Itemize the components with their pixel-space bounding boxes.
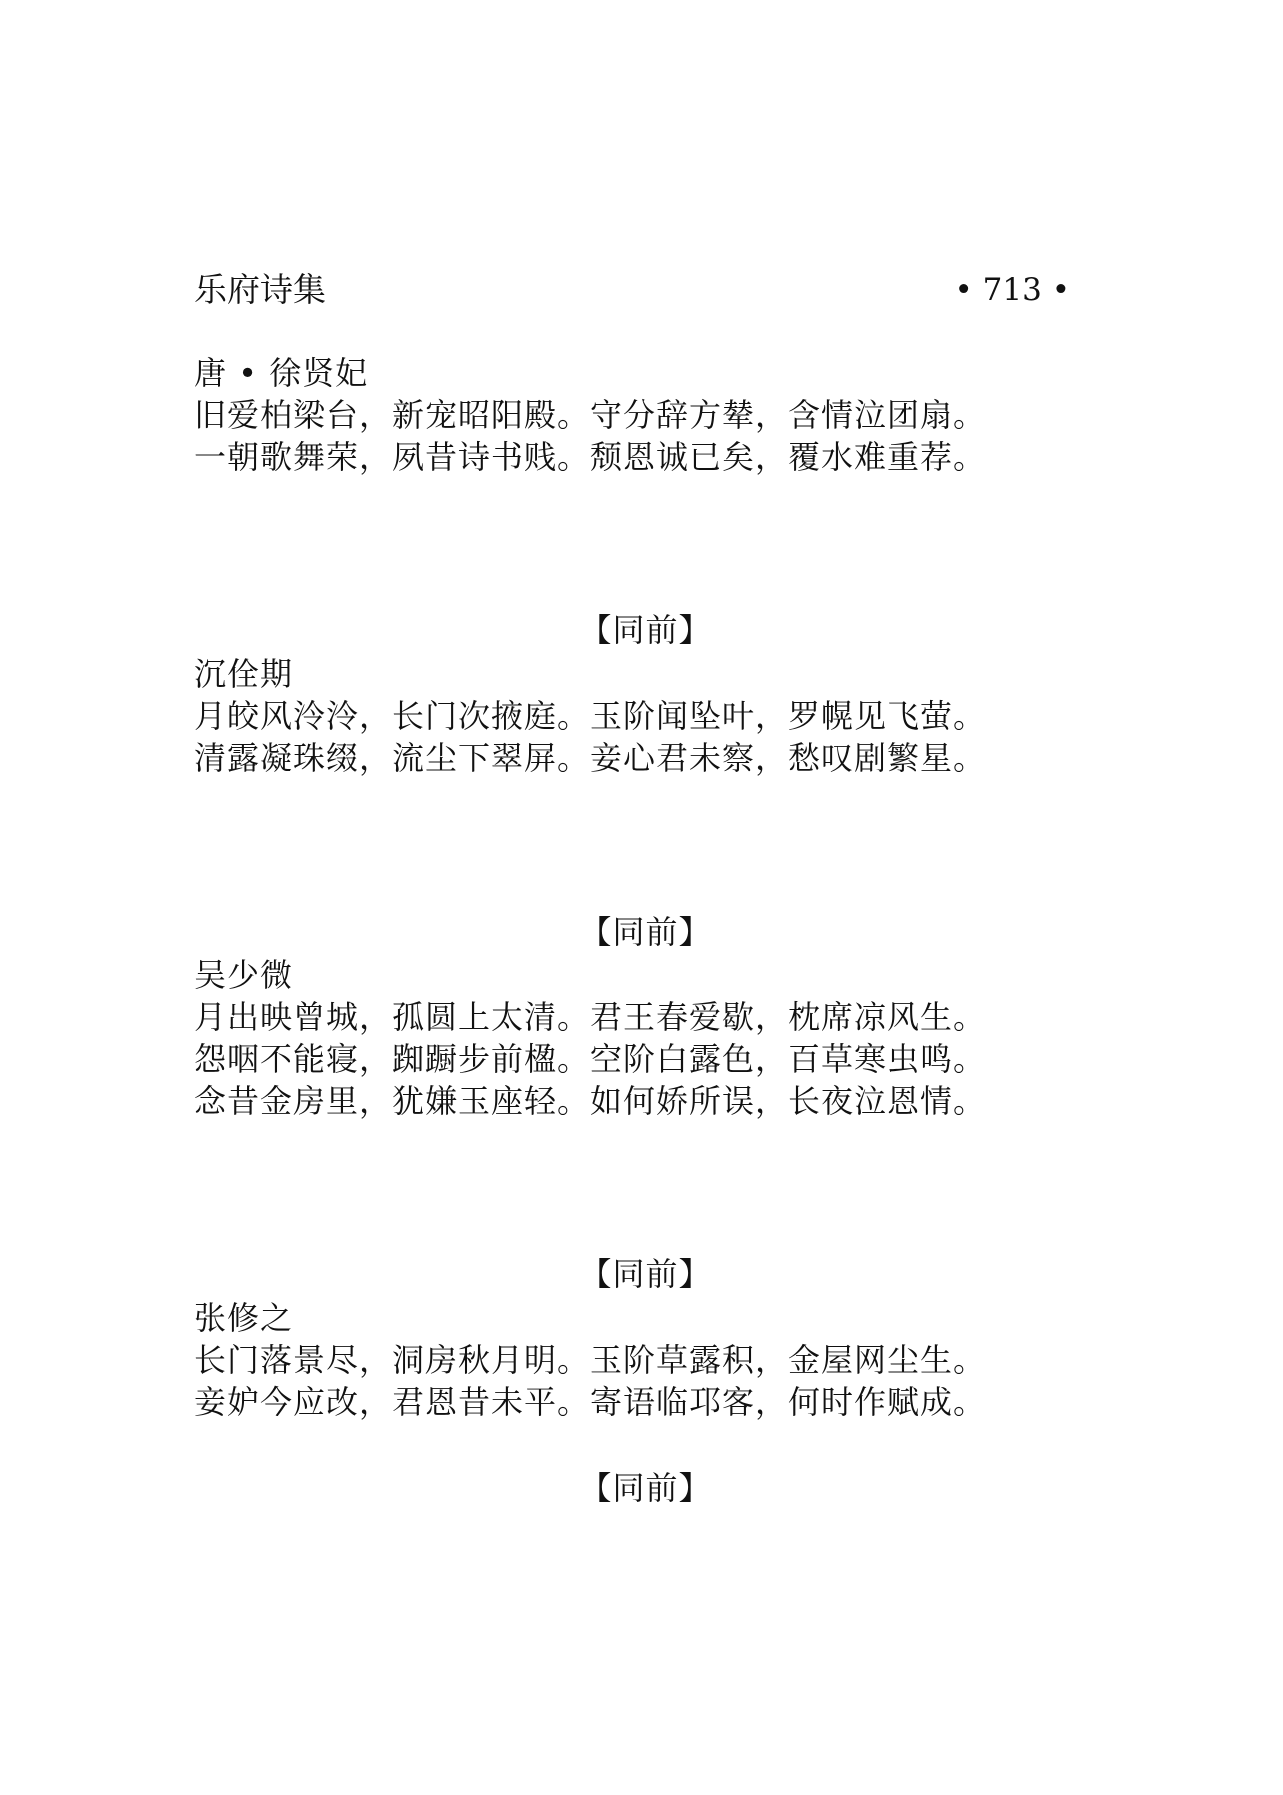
section-heading: 【同前】 <box>579 913 712 951</box>
poem-line: 清露凝珠缀，流尘下翠屏。妾心君未察，愁叹剧繁星。 <box>194 739 987 777</box>
poem-section-xu-xianfei <box>194 352 1094 478</box>
poem-line: 月皎风泠泠，长门次掖庭。玉阶闻坠叶，罗幌见飞萤。 <box>194 697 987 735</box>
poem-line: 妾妒今应改，君恩昔未平。寄语临邛客，何时作赋成。 <box>194 1383 987 1421</box>
poem-author: 沉佺期 <box>194 655 294 693</box>
poem-line: 念昔金房里，犹嫌玉座轻。如何娇所误，长夜泣恩情。 <box>194 1082 987 1120</box>
poem-author: 张修之 <box>194 1299 294 1337</box>
poem-author: 吴少微 <box>194 956 294 994</box>
section-heading: 【同前】 <box>579 1469 712 1507</box>
poem-section-shen-quanqi <box>194 653 1094 779</box>
poem-line: 怨咽不能寝，踟蹰步前楹。空阶白露色，百草寒虫鸣。 <box>194 1040 987 1078</box>
section-heading: 【同前】 <box>579 1255 712 1293</box>
page-number: • 713 • <box>954 272 1070 308</box>
poem-line: 长门落景尽，洞房秋月明。玉阶草露积，金屋网尘生。 <box>194 1341 987 1379</box>
section-heading: 【同前】 <box>579 611 712 649</box>
poem-section-zhang-xiuzhi <box>194 1297 1094 1423</box>
poem-author: 唐 • 徐贤妃 <box>194 354 369 392</box>
poem-line: 月出映曾城，孤圆上太清。君王春爱歇，枕席凉风生。 <box>194 998 987 1036</box>
poem-section-wu-shaowei <box>194 954 1094 1122</box>
poem-line: 旧爱柏梁台，新宠昭阳殿。守分辞方辇，含情泣团扇。 <box>194 396 987 434</box>
poem-line: 一朝歌舞荣，夙昔诗书贱。颓恩诚已矣，覆水难重荐。 <box>194 438 987 476</box>
book-title: 乐府诗集 <box>194 270 326 309</box>
